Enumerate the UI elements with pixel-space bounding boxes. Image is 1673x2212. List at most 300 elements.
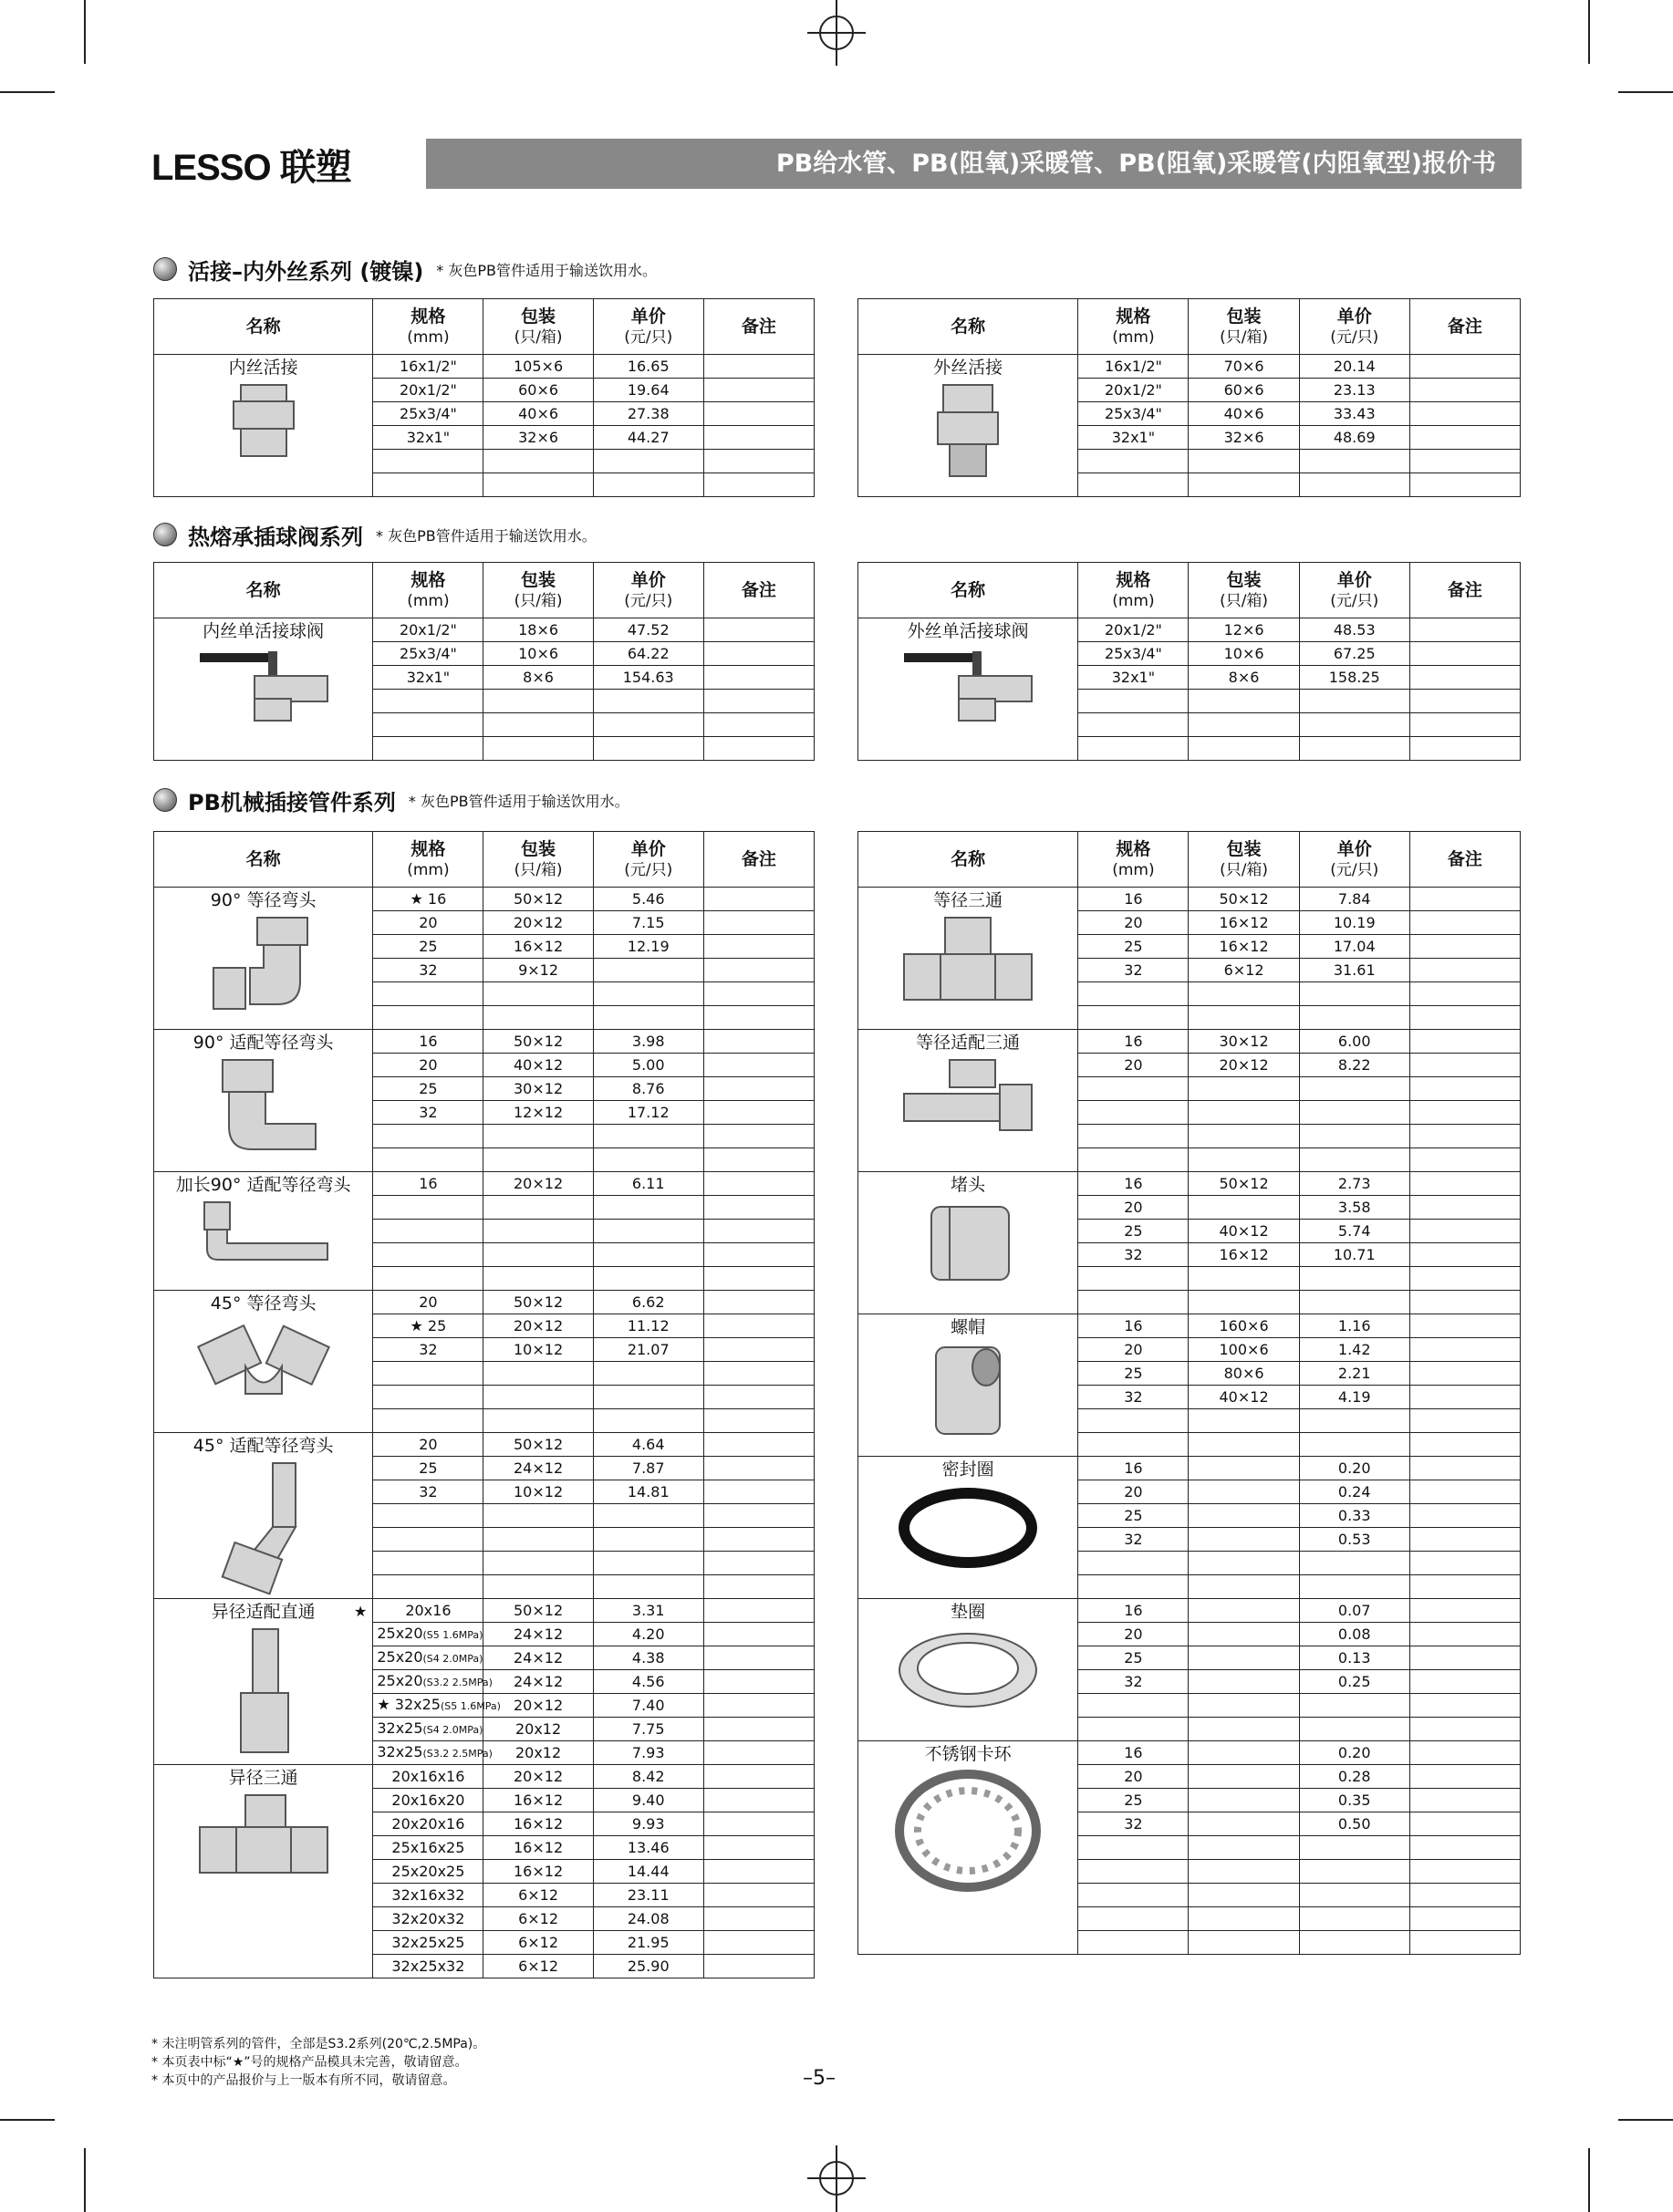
price-cell [593, 1148, 703, 1172]
pack-cell: 20×12 [483, 1172, 593, 1196]
column-header-unit: (元/只) [624, 591, 673, 610]
pack-cell: 70×6 [1189, 355, 1299, 379]
pack-cell: 12×12 [483, 1101, 593, 1125]
reducing-adapter-icon [154, 1625, 372, 1763]
pack-cell [1189, 1836, 1299, 1860]
spec-cell [373, 1504, 483, 1528]
remark-cell [1409, 1054, 1520, 1077]
remark-cell [703, 642, 814, 666]
pack-cell [1189, 1789, 1299, 1812]
remark-cell [703, 959, 814, 982]
product-name: 45° 等径弯头 [210, 1293, 317, 1314]
column-header-unit: (元/只) [624, 327, 673, 347]
column-header-label: 备注 [1447, 317, 1482, 337]
column-header-label: 规格 [1116, 306, 1151, 327]
spec-cell: 25 [1078, 935, 1189, 959]
price-cell: 17.04 [1299, 935, 1409, 959]
spec-cell [1078, 1291, 1189, 1314]
pack-cell [483, 1552, 593, 1575]
page-number: –5– [803, 2067, 836, 2090]
remark-cell [1409, 911, 1520, 935]
spec-value: 25x20 [377, 1647, 423, 1666]
remark-cell [703, 379, 814, 402]
spec-cell: 20 [1078, 1480, 1189, 1504]
price-cell [1299, 1101, 1409, 1125]
crop-mark [1588, 2148, 1590, 2212]
pack-cell [1189, 737, 1299, 761]
column-header [593, 832, 703, 888]
price-cell [1299, 473, 1409, 497]
spec-cell: 32x1" [1078, 426, 1189, 450]
registration-mark-icon [800, 2145, 873, 2212]
price-cell: 25.90 [593, 1955, 703, 1978]
pack-cell: 50×12 [483, 888, 593, 911]
remark-cell [703, 1552, 814, 1575]
pack-cell [483, 982, 593, 1006]
column-header-label: 名称 [245, 317, 281, 337]
product-cell [858, 618, 1078, 761]
pack-cell [1189, 1931, 1299, 1955]
pack-cell [1189, 1528, 1299, 1552]
pack-cell: 20x12 [483, 1741, 593, 1765]
spec-cell [373, 1528, 483, 1552]
remark-cell [1409, 379, 1520, 402]
nut-icon [858, 1340, 1077, 1442]
column-header-label: 包装 [1226, 306, 1262, 327]
remark-cell [703, 1670, 814, 1694]
column-header-label: 规格 [410, 569, 446, 590]
price-cell: 44.27 [593, 426, 703, 450]
price-cell: 3.58 [1299, 1196, 1409, 1220]
column-header [1078, 563, 1189, 618]
remark-cell [1409, 935, 1520, 959]
crop-mark [1618, 91, 1673, 93]
price-cell: 9.93 [593, 1812, 703, 1836]
spec-value: 32x25 [377, 1719, 423, 1737]
pack-cell [1189, 982, 1299, 1006]
price-cell: 12.19 [593, 935, 703, 959]
spec-cell: 32 [373, 1101, 483, 1125]
price-cell [593, 1267, 703, 1291]
price-cell: 23.13 [1299, 379, 1409, 402]
price-cell: 158.25 [1299, 666, 1409, 690]
price-cell: 33.43 [1299, 402, 1409, 426]
remark-cell [703, 1718, 814, 1741]
ball-valve-icon [858, 644, 1077, 728]
price-cell [593, 1196, 703, 1220]
pack-cell: 80×6 [1189, 1362, 1299, 1386]
remark-cell [703, 1457, 814, 1480]
pack-cell [483, 1528, 593, 1552]
price-cell: 6.11 [593, 1172, 703, 1196]
column-header-unit: (元/只) [1330, 860, 1379, 879]
table-row [858, 1314, 1521, 1338]
remark-cell [703, 1741, 814, 1765]
spec-cell: 20 [1078, 911, 1189, 935]
column-header [1299, 832, 1409, 888]
spec-series: (S5 1.6MPa) [440, 1699, 501, 1712]
spec-cell [1078, 450, 1189, 473]
column-header-unit: (元/只) [1330, 591, 1379, 610]
table-row [154, 888, 815, 911]
column-header [703, 299, 814, 355]
product-cell [154, 1291, 373, 1433]
remark-cell [703, 1884, 814, 1907]
column-header [483, 563, 593, 618]
remark-cell [703, 1148, 814, 1172]
price-cell [1299, 982, 1409, 1006]
spec-cell [1078, 1125, 1189, 1148]
pack-cell [1189, 1101, 1299, 1125]
column-header [1078, 299, 1189, 355]
spec-cell [373, 690, 483, 713]
crop-mark [84, 0, 86, 64]
pack-cell [483, 1196, 593, 1220]
column-header-unit: (只/箱) [1220, 591, 1269, 610]
remark-cell [1409, 1172, 1520, 1196]
price-cell [593, 1220, 703, 1243]
pack-cell: 40×12 [483, 1054, 593, 1077]
column-header-label: 备注 [1447, 580, 1482, 600]
spec-cell [1078, 1575, 1189, 1599]
price-cell: 7.40 [593, 1694, 703, 1718]
pack-cell: 32×6 [1189, 426, 1299, 450]
spec-cell [373, 1148, 483, 1172]
pack-cell: 24×12 [483, 1457, 593, 1480]
pack-cell: 16×12 [483, 1812, 593, 1836]
pack-cell: 24×12 [483, 1623, 593, 1646]
spec-cell: 32x1" [373, 426, 483, 450]
section-title: 活接–内外丝系列 (镀镍) [188, 258, 424, 285]
price-cell [1299, 1077, 1409, 1101]
spec-cell: 20 [1078, 1196, 1189, 1220]
column-header-label: 名称 [245, 580, 281, 600]
column-header-unit: (只/箱) [514, 860, 563, 879]
spec-cell: 20x16x16 [373, 1765, 483, 1789]
product-name: 90° 适配等径弯头 [192, 1033, 334, 1053]
spec-cell: 32 [373, 1480, 483, 1504]
remark-cell [703, 1931, 814, 1955]
spec-cell: 32x25x25 [373, 1931, 483, 1955]
pack-cell [483, 1243, 593, 1267]
spec-cell: 25x3/4" [373, 642, 483, 666]
pack-cell [483, 713, 593, 737]
spec-cell [373, 1362, 483, 1386]
crop-mark [0, 2119, 55, 2121]
table-row [858, 1030, 1521, 1054]
pack-cell [1189, 690, 1299, 713]
column-header [1299, 299, 1409, 355]
remark-cell [1409, 1718, 1520, 1741]
price-cell: 0.53 [1299, 1528, 1409, 1552]
price-cell [1299, 1148, 1409, 1172]
price-cell: 17.12 [593, 1101, 703, 1125]
price-cell: 8.76 [593, 1077, 703, 1101]
pack-cell: 60×6 [1189, 379, 1299, 402]
table-row [154, 1599, 815, 1623]
pack-cell [483, 737, 593, 761]
spec-cell: 20 [373, 1291, 483, 1314]
remark-cell [1409, 1314, 1520, 1338]
remark-cell [703, 450, 814, 473]
spec-cell [1078, 982, 1189, 1006]
pack-cell: 12×6 [1189, 618, 1299, 642]
spec-cell: 32 [1078, 1386, 1189, 1409]
column-header-label: 单价 [630, 569, 666, 590]
price-table [857, 562, 1521, 761]
price-cell [593, 690, 703, 713]
price-cell [1299, 1836, 1409, 1860]
pack-cell: 16×12 [1189, 911, 1299, 935]
product-cell [858, 1314, 1078, 1457]
pack-cell [1189, 1884, 1299, 1907]
product-name: 外丝单活接球阀 [907, 621, 1029, 641]
spec-value: 25x20 [377, 1671, 423, 1689]
price-cell: 0.33 [1299, 1504, 1409, 1528]
price-cell: 7.84 [1299, 888, 1409, 911]
product-name: 等径适配三通 [916, 1033, 1021, 1053]
price-cell [1299, 1860, 1409, 1884]
price-cell: 10.71 [1299, 1243, 1409, 1267]
column-header [1189, 563, 1299, 618]
section-header [153, 782, 629, 818]
column-header [858, 563, 1078, 618]
end-cap-icon [858, 1198, 1077, 1291]
star-marker: ★ [353, 1603, 368, 1620]
price-cell [593, 737, 703, 761]
price-cell: 7.87 [593, 1457, 703, 1480]
price-table [153, 831, 815, 1978]
remark-cell [1409, 1884, 1520, 1907]
remark-cell [1409, 1789, 1520, 1812]
price-cell: 24.08 [593, 1907, 703, 1931]
spec-series: (S4 2.0MPa) [422, 1723, 483, 1736]
column-header-label: 备注 [741, 580, 776, 600]
product-cell [858, 1457, 1078, 1599]
column-header [1189, 299, 1299, 355]
column-header-unit: (只/箱) [514, 327, 563, 347]
remark-cell [1409, 1907, 1520, 1931]
table-row [858, 355, 1521, 379]
bullet-icon [153, 257, 177, 281]
price-cell: 0.08 [1299, 1623, 1409, 1646]
remark-cell [703, 1338, 814, 1362]
pack-cell [483, 1006, 593, 1030]
union-fitting-icon [154, 380, 372, 464]
remark-cell [1409, 1409, 1520, 1433]
spec-cell [373, 450, 483, 473]
price-cell: 2.21 [1299, 1362, 1409, 1386]
price-cell [1299, 1552, 1409, 1575]
footnote: * 本页表中标“★”号的规格产品模具未完善，敬请留意。 [151, 2055, 468, 2070]
spec-cell [373, 1646, 483, 1670]
product-name: 异径适配直通 [211, 1602, 316, 1622]
remark-cell [1409, 959, 1520, 982]
price-cell [593, 473, 703, 497]
price-cell [1299, 1694, 1409, 1718]
price-cell [1299, 1575, 1409, 1599]
pack-cell [1189, 450, 1299, 473]
price-cell: 7.93 [593, 1741, 703, 1765]
pack-cell: 32×6 [483, 426, 593, 450]
spec-cell [1078, 737, 1189, 761]
pack-cell: 16×12 [483, 1836, 593, 1860]
spec-cell: 20x1/2" [373, 618, 483, 642]
pack-cell [1189, 1267, 1299, 1291]
remark-cell [703, 666, 814, 690]
remark-cell [703, 1196, 814, 1220]
column-header-label: 包装 [521, 306, 556, 327]
price-cell: 20.14 [1299, 355, 1409, 379]
remark-cell [1409, 1836, 1520, 1860]
remark-cell [1409, 1741, 1520, 1765]
column-header [154, 563, 373, 618]
remark-cell [703, 1362, 814, 1386]
spec-cell [1078, 1836, 1189, 1860]
pack-cell: 105×6 [483, 355, 593, 379]
remark-cell [703, 1243, 814, 1267]
remark-cell [703, 1860, 814, 1884]
remark-cell [1409, 473, 1520, 497]
column-header-label: 备注 [741, 849, 776, 869]
remark-cell [1409, 1480, 1520, 1504]
remark-cell [703, 1314, 814, 1338]
column-header-label: 包装 [1226, 569, 1262, 590]
spec-cell: 20x1/2" [1078, 379, 1189, 402]
spec-cell: 16 [1078, 1741, 1189, 1765]
pack-cell [483, 450, 593, 473]
remark-cell [703, 1386, 814, 1409]
product-name: 密封圈 [941, 1459, 994, 1480]
pack-cell: 16×12 [483, 935, 593, 959]
footnote: * 未注明管系列的管件，全部是S3.2系列(20℃,2.5MPa)。 [151, 2037, 486, 2051]
product-cell [154, 1765, 373, 1978]
pack-cell [1189, 1741, 1299, 1765]
adapter-tee-icon [858, 1055, 1077, 1148]
pack-cell: 18×6 [483, 618, 593, 642]
product-name: 螺帽 [951, 1317, 986, 1337]
crop-mark [84, 2148, 86, 2212]
remark-cell [1409, 1148, 1520, 1172]
column-header [593, 563, 703, 618]
spec-cell: 16 [1078, 1457, 1189, 1480]
pack-cell: 8×6 [1189, 666, 1299, 690]
remark-cell [703, 1409, 814, 1433]
remark-cell [1409, 1646, 1520, 1670]
pack-cell [1189, 1670, 1299, 1694]
price-cell: 1.42 [1299, 1338, 1409, 1362]
pack-cell [1189, 1077, 1299, 1101]
product-name: 45° 适配等径弯头 [192, 1436, 334, 1456]
remark-cell [1409, 1386, 1520, 1409]
remark-cell [703, 1054, 814, 1077]
pack-cell [483, 1267, 593, 1291]
remark-cell [703, 737, 814, 761]
product-cell [858, 888, 1078, 1030]
spec-cell: 32x20x32 [373, 1907, 483, 1931]
table-row [858, 1599, 1521, 1623]
adapter-elbow-45-icon [154, 1459, 372, 1597]
spec-cell [373, 1267, 483, 1291]
price-cell: 31.61 [1299, 959, 1409, 982]
spec-cell: 32x16x32 [373, 1884, 483, 1907]
price-cell [593, 713, 703, 737]
spec-cell: 32 [1078, 1243, 1189, 1267]
column-header-unit: (mm) [1112, 591, 1155, 610]
pack-cell: 6×12 [483, 1955, 593, 1978]
price-cell [1299, 1907, 1409, 1931]
column-header-label: 包装 [521, 569, 556, 590]
spec-cell [1078, 1552, 1189, 1575]
price-cell: 5.46 [593, 888, 703, 911]
price-cell: 19.64 [593, 379, 703, 402]
ball-valve-icon [154, 644, 372, 728]
product-name: 外丝活接 [933, 358, 1003, 378]
spec-cell: 32x25x32 [373, 1955, 483, 1978]
remark-cell [703, 1291, 814, 1314]
section-header [153, 251, 657, 287]
spec-cell [373, 1552, 483, 1575]
spec-cell: 32 [1078, 959, 1189, 982]
table-row [154, 1172, 815, 1196]
pack-cell: 10×6 [483, 642, 593, 666]
pack-cell [1189, 1125, 1299, 1148]
column-header-unit: (mm) [407, 327, 450, 347]
pack-cell [483, 1504, 593, 1528]
price-cell: 14.81 [593, 1480, 703, 1504]
price-cell: 4.38 [593, 1646, 703, 1670]
product-cell [154, 1433, 373, 1599]
table-row [154, 355, 815, 379]
column-header-label: 包装 [521, 838, 556, 859]
price-cell [1299, 713, 1409, 737]
spec-series: (S5 1.6MPa) [422, 1628, 483, 1641]
spec-series: (S3.2 2.5MPa) [422, 1676, 493, 1688]
pack-cell: 16×12 [483, 1789, 593, 1812]
pack-cell: 16×12 [483, 1860, 593, 1884]
spec-value: ★ 32x25 [377, 1695, 441, 1713]
remark-cell [1409, 1006, 1520, 1030]
footnote: * 本页中的产品报价与上一版本有所不同，敬请留意。 [151, 2073, 456, 2088]
column-header-unit: (只/箱) [1220, 327, 1269, 347]
price-cell: 27.38 [593, 402, 703, 426]
product-name: 等径三通 [933, 890, 1003, 910]
pack-cell [1189, 1504, 1299, 1528]
spec-cell: 32 [1078, 1528, 1189, 1552]
spec-cell: 20 [1078, 1765, 1189, 1789]
remark-cell [703, 1907, 814, 1931]
pack-cell [1189, 1457, 1299, 1480]
column-header [858, 299, 1078, 355]
price-table [153, 298, 815, 497]
remark-cell [1409, 1694, 1520, 1718]
remark-cell [1409, 426, 1520, 450]
price-cell [1299, 1884, 1409, 1907]
spec-cell [373, 1243, 483, 1267]
spec-cell [1078, 1931, 1189, 1955]
product-cell [154, 1172, 373, 1291]
spec-cell: 20 [1078, 1054, 1189, 1077]
price-cell: 0.35 [1299, 1789, 1409, 1812]
price-cell: 11.12 [593, 1314, 703, 1338]
column-header-unit: (只/箱) [1220, 860, 1269, 879]
spec-cell [373, 1220, 483, 1243]
column-header-label: 单价 [630, 838, 666, 859]
pack-cell: 10×12 [483, 1338, 593, 1362]
table-row [154, 1765, 815, 1789]
price-cell [1299, 1718, 1409, 1741]
column-header-unit: (元/只) [624, 860, 673, 879]
